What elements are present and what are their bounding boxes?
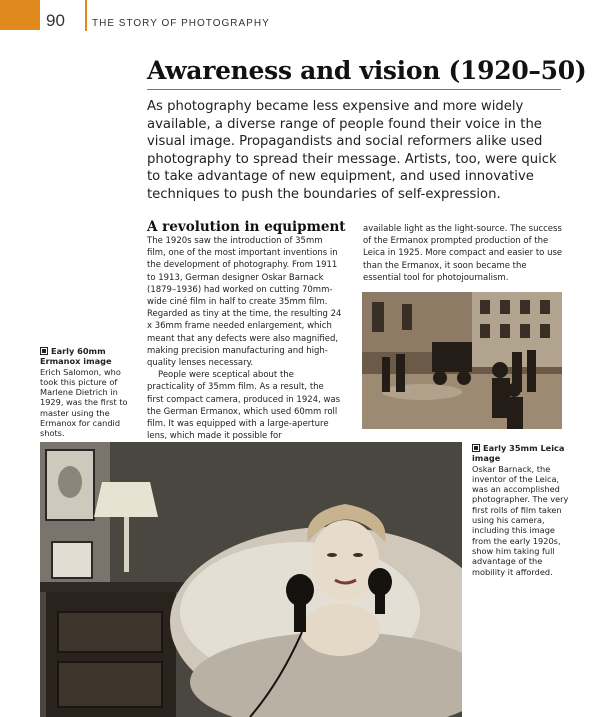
street-scene-illustration bbox=[362, 292, 562, 429]
caption-ermanox bbox=[40, 346, 140, 439]
page-tab bbox=[0, 0, 40, 30]
caption-text: Oskar Barnack, the inventor of the Leica, was an accomplished photographer. The very first rolls of film taken using his camera, including this image from the early 1920s, show him taking full advantage of the mobility it afforded. bbox=[472, 463, 569, 577]
body-paragraph: available light as the light-source. The success of the Ermanox prompted production of the Leica in 1925. More compact and easier to use than the Ermanox, it soon became the essential tool for photojournalism. bbox=[363, 224, 563, 283]
section-heading: A revolution in equipment bbox=[147, 219, 346, 235]
caption-text: Erich Salomon, who took this picture of Marlene Dietrich in 1929, was the first to master using the Ermanox for candid shots. bbox=[40, 366, 128, 439]
dietrich-photo bbox=[40, 442, 462, 717]
page-title: Awareness and vision (1920–50) bbox=[147, 56, 587, 85]
intro-paragraph: As photography became less expensive and more widely available, a diverse range of people found their voice in the visual image. Propagandists and social reformers alike used photography to spread their message. Artists, too, were quick to take advantage of new equipment, and used innovative techniques to push the boundaries of self-expression. bbox=[147, 99, 557, 202]
title-rule bbox=[147, 89, 561, 90]
body-paragraph: The 1920s saw the introduction of 35mm film, one of the most important inventions in the development of photography. From 1911 to 1913, German designer Oskar Barnack (1879–1936) had worked on cutting 70mm-wide ciné film in half to create 35mm film. Regarded as tiny at the time, the resulting 24 x 36mm frame needed enlargement, which meant that any defects were also magnified, making precision manufacturing and high-quality lenses necessary. bbox=[147, 236, 342, 369]
caption-marker-icon bbox=[40, 347, 48, 355]
caption-title: Early 35mm Leica image bbox=[472, 443, 565, 464]
body-column-2 bbox=[363, 223, 563, 284]
caption-leica bbox=[472, 443, 572, 577]
header-divider bbox=[85, 0, 87, 31]
running-title: THE STORY OF PHOTOGRAPHY bbox=[92, 18, 270, 29]
street-scene-photo bbox=[362, 292, 562, 429]
body-column-1 bbox=[147, 235, 343, 455]
page-number: 90 bbox=[46, 11, 65, 30]
dietrich-illustration bbox=[40, 442, 462, 717]
caption-title: Early 60mm Ermanox image bbox=[40, 346, 112, 367]
body-paragraph: People were sceptical about the practicality of 35mm film. As a result, the first compact camera, produced in 1924, was the German Ermanox, which used 60mm roll film. It was equipped with a large-aperture lens, which made it possible for bbox=[147, 370, 341, 442]
caption-marker-icon bbox=[472, 444, 480, 452]
